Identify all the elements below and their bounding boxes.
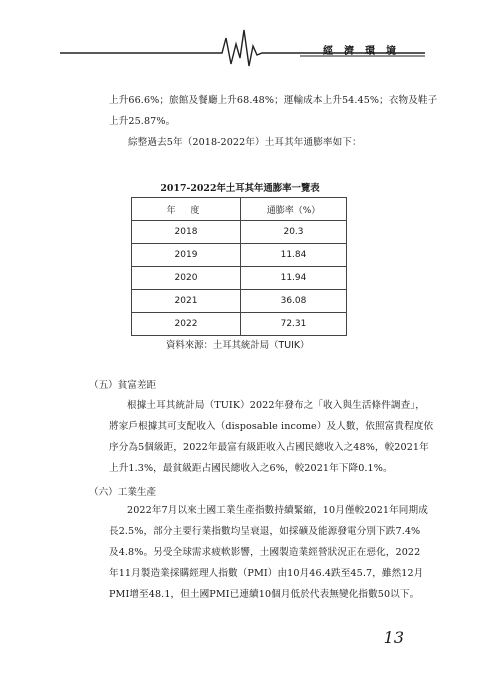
section-5-heading: （五）貧富差距: [89, 380, 157, 391]
table-row: [132, 244, 347, 267]
section-6-line-2: 長2.5%，部分主要行業指數均呈衰退，如採礦及能源發電分別下跌7.4%: [109, 526, 421, 537]
year-cell: 2020: [132, 267, 241, 290]
table-source: 資料來源：土耳其統計局（TUIK）: [166, 340, 310, 351]
section-6-heading: （六）工業生產: [89, 487, 157, 498]
section-6-line-5: PMI增至48.1，但土國PMI已連續10個月低於代表無變化指數50以下。: [109, 589, 420, 600]
header-title: 經濟環境: [323, 46, 407, 57]
table-row: [132, 221, 347, 244]
table-title: 2017-2022年土耳其年通膨率一覽表: [160, 183, 320, 194]
rate-cell: 11.84: [241, 244, 347, 267]
section-6-line-1: 2022年7月以來土國工業生產指數持續緊縮，10月僅較2021年同期成: [127, 505, 428, 516]
page-number: 13: [383, 628, 404, 647]
intro-line-1: 上升66.6%；旅館及餐廳上升68.48%；運輸成本上升54.45%；衣物及鞋子: [109, 95, 438, 106]
section-5-line-2: 將家戶根據其可支配收入（disposable income）及人數，依照富貴程度依: [109, 421, 434, 432]
intro-line-2: 上升25.87%。: [109, 116, 176, 127]
table-row: [132, 267, 347, 290]
heartbeat-line-icon: [0, 0, 480, 70]
rate-cell: 11.94: [241, 267, 347, 290]
table-header-row: [132, 198, 347, 221]
rate-cell: 36.08: [241, 290, 347, 313]
section-5-line-4: 上升1.3%，最貧級距占國民總收入之6%，較2021年下降0.1%。: [109, 463, 393, 474]
section-6-line-3: 及4.8%。另受全球需求疲軟影響，土國製造業經營狀況正在惡化，2022: [109, 547, 421, 558]
section-6-line-4: 年11月製造業採購經理人指數（PMI）由10月46.4跌至45.7，雖然12月: [109, 568, 424, 579]
year-cell: 2019: [132, 244, 241, 267]
section-5-line-3: 序分為5個級距，2022年最富有級距收入占國民總收入之48%，較2021年: [109, 442, 429, 453]
table-row: [132, 313, 347, 336]
column-header-rate: 通膨率（%）: [241, 198, 347, 221]
table-row: [132, 290, 347, 313]
column-header-year: 年 度: [132, 198, 241, 221]
intro-line-3: 綜整過去5年（2018-2022年）土耳其年通膨率如下：: [128, 137, 362, 148]
section-5-line-1: 根據土耳其統計局（TUIK）2022年發布之「收入與生活條件調查」，: [127, 400, 425, 411]
inflation-table: [131, 197, 347, 336]
year-cell: 2021: [132, 290, 241, 313]
page-header: [0, 0, 480, 70]
rate-cell: 20.3: [241, 221, 347, 244]
rate-cell: 72.31: [241, 313, 347, 336]
year-cell: 2022: [132, 313, 241, 336]
year-cell: 2018: [132, 221, 241, 244]
